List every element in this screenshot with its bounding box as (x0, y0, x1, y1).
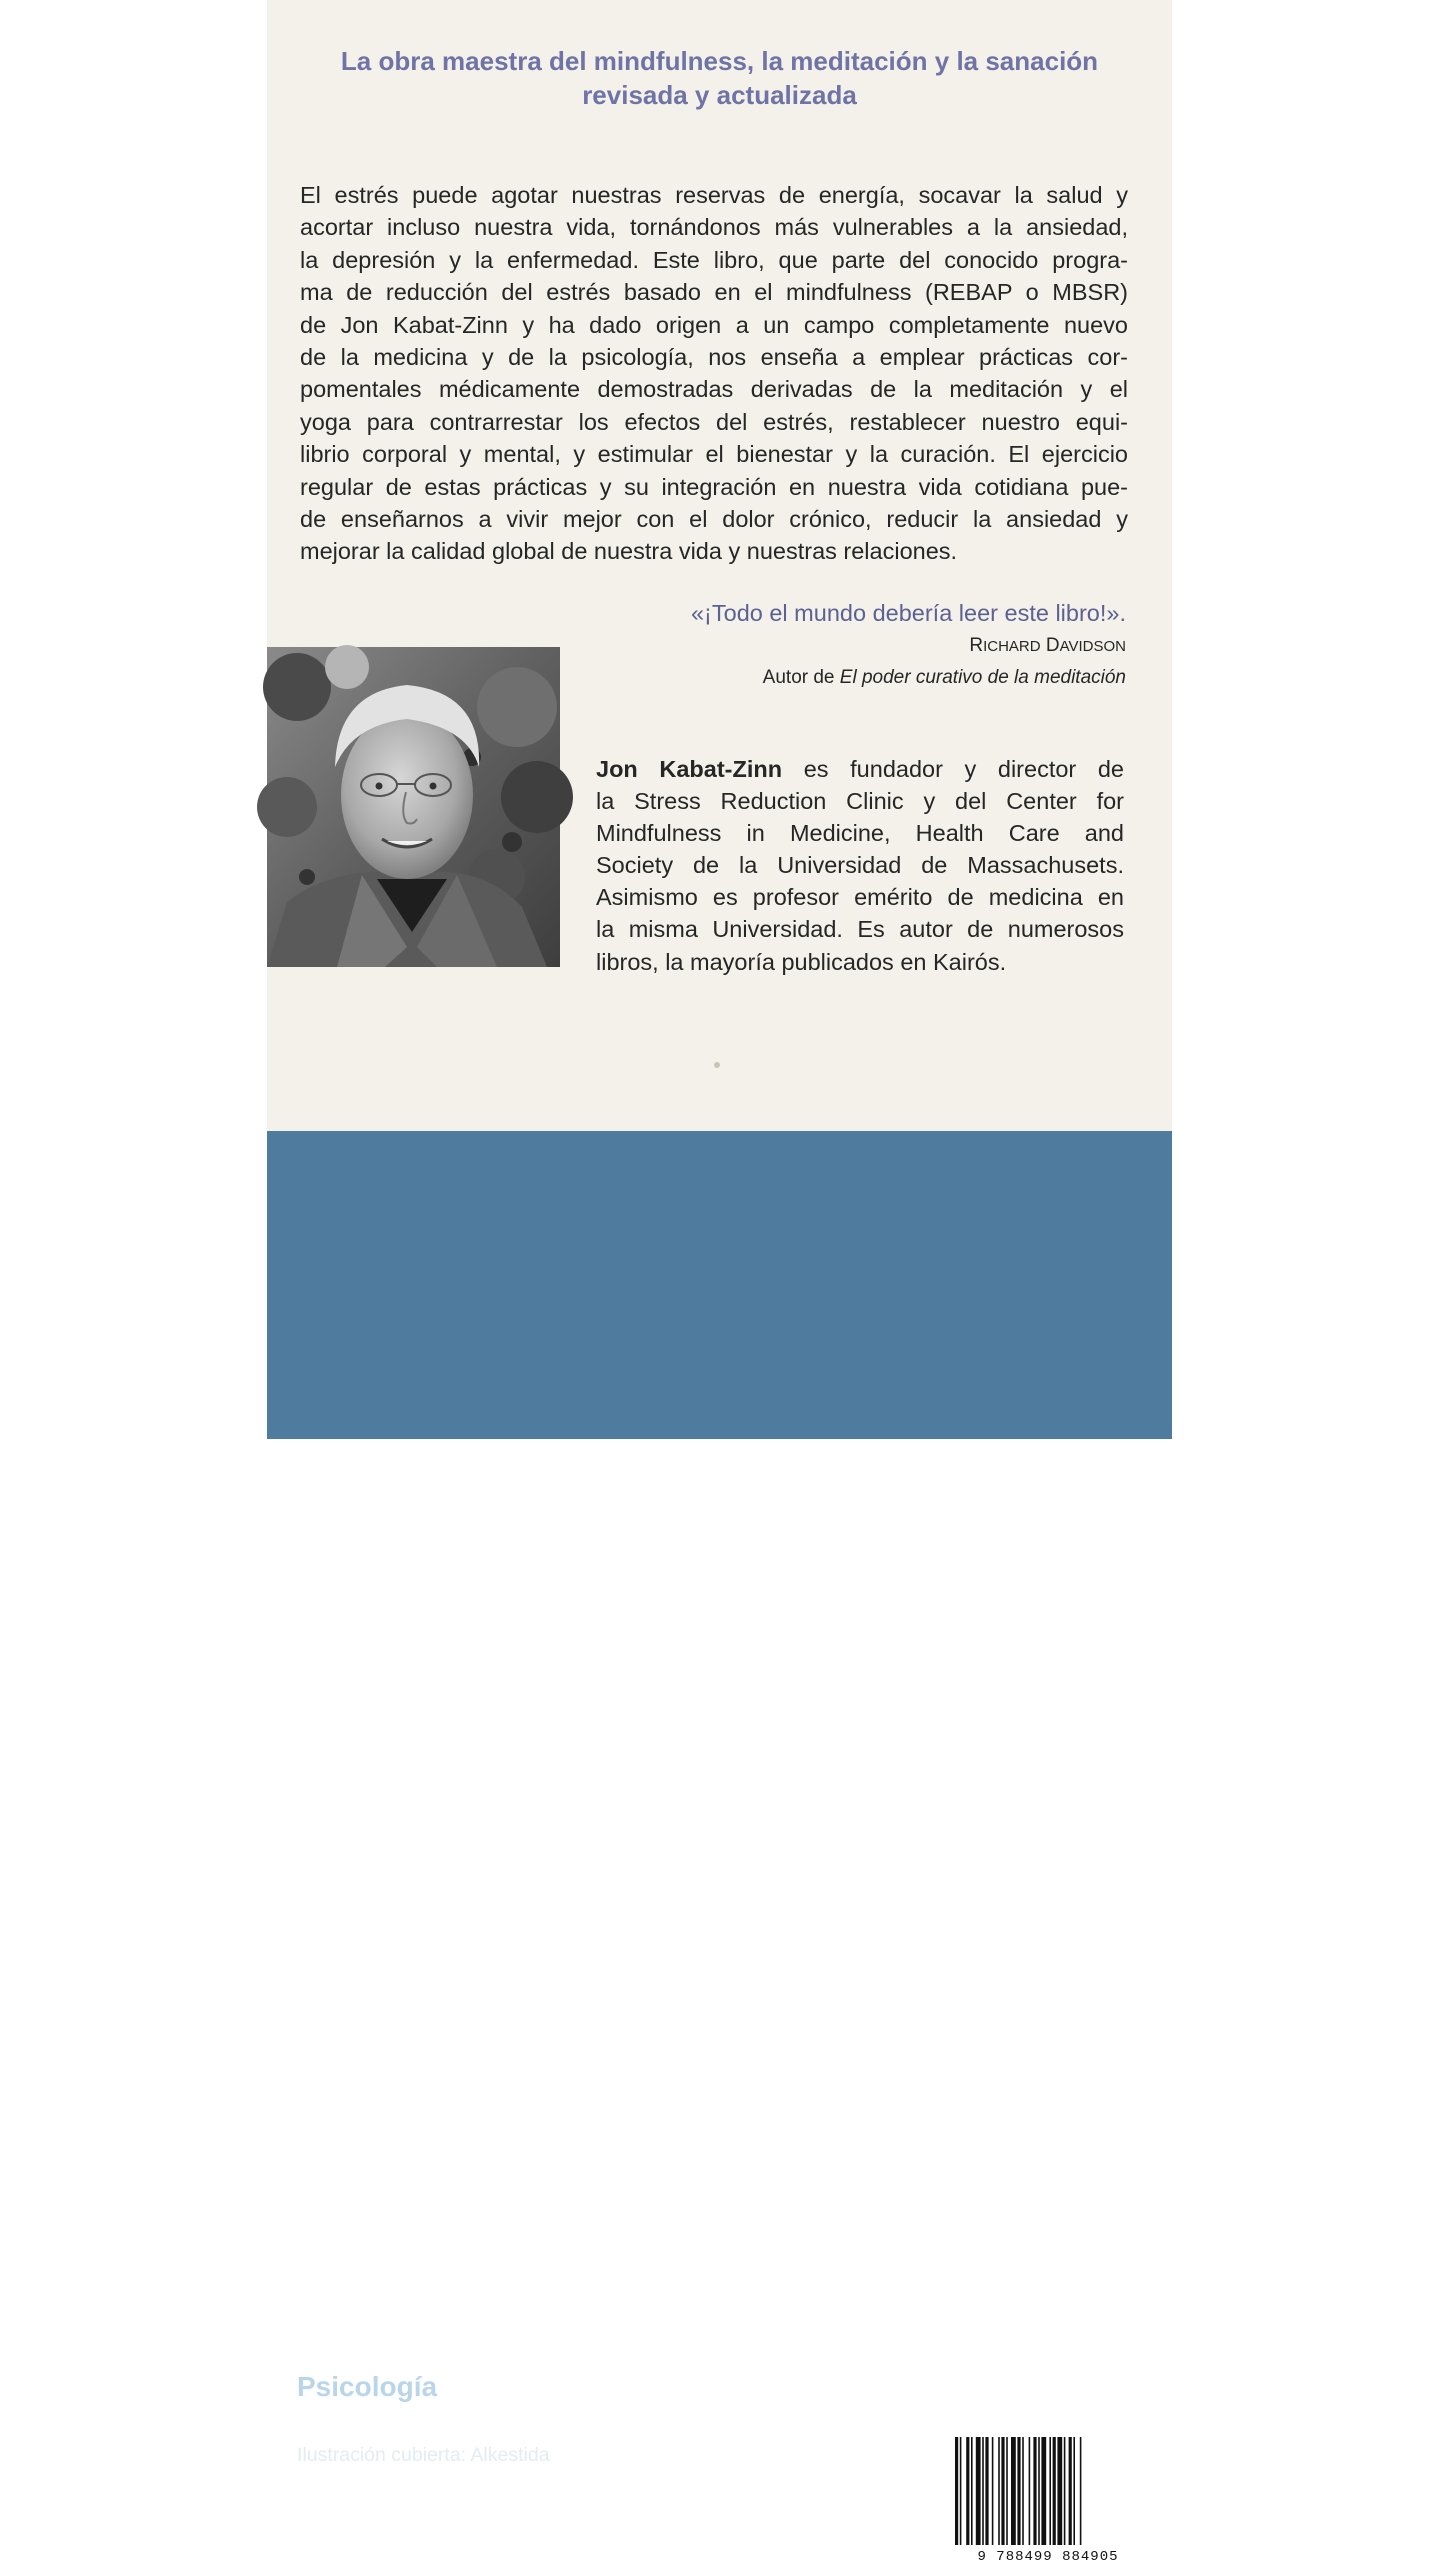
barcode (949, 2431, 1147, 2570)
publisher-links (297, 2507, 592, 2561)
barcode-bar (955, 2437, 958, 2545)
bio-line-1-rest: es fundador y director de (803, 756, 1124, 782)
blurb-line: regular de estas prácticas y su integración en nuestra vida cotidiana pue- (300, 473, 1128, 500)
author-bio (596, 753, 1124, 978)
footer-band (267, 1131, 1172, 2565)
decorative-dot (714, 1062, 720, 1068)
blurb-line: de la medicina y de la psicología, nos enseña a emplear prácticas cor- (300, 343, 1128, 370)
barcode-bar (998, 2437, 1000, 2545)
blurb-paragraph (300, 179, 1128, 568)
endorsement (691, 597, 1126, 692)
blurb-line: El estrés puede agotar nuestras reservas de energía, socavar la salud y (300, 182, 1128, 208)
cover-illustration-credit: Ilustración cubierta: Alkestida (297, 2444, 550, 2466)
bio-line: Society de la Universidad de Massachusets. (596, 852, 1124, 879)
blurb-line: ma de reducción del estrés basado en el mindfulness (REBAP o MBSR) (300, 279, 1128, 306)
book-back-cover (267, 0, 1172, 2565)
blurb-line: librio corporal y mental, y estimular el bienestar y la curación. El ejercicio (300, 441, 1128, 468)
barcode-bar (1001, 2437, 1004, 2545)
bio-line: libros, la mayoría publicados en Kairós. (596, 948, 1007, 975)
endorsement-book (691, 664, 1126, 692)
tagline-line-2: revisada y actualizada (582, 80, 857, 110)
blurb-line: mejorar la calidad global de nuestra vida y nuestras relaciones. (300, 538, 958, 565)
barcode-bar (1080, 2437, 1082, 2545)
barcode-bar (1057, 2437, 1062, 2545)
barcode-bar (1033, 2437, 1036, 2545)
barcode-bar (1041, 2437, 1046, 2545)
barcode-bar (1006, 2437, 1008, 2545)
barcode-bar (1069, 2437, 1072, 2545)
website-link[interactable]: www.editorialkairos.com (297, 2510, 509, 2530)
barcode-bar (976, 2437, 981, 2545)
isbn-number: 9 788499 884905 (977, 2549, 1119, 2565)
barcode-bar (1011, 2437, 1016, 2545)
blurb-line: de Jon Kabat-Zinn y ha dado origen a un campo completamente nuevo (300, 311, 1128, 338)
barcode-bar (1038, 2437, 1040, 2545)
barcode-bar (960, 2437, 962, 2545)
barcode-bar (1049, 2437, 1051, 2545)
bio-line (596, 753, 1124, 785)
author-initial-first: R (969, 635, 984, 656)
barcode-bar (1029, 2437, 1031, 2545)
blurb-line: pomentales médicamente demostradas derivadas de la meditación y el (300, 376, 1128, 403)
facebook-link[interactable]: www.facebook.com/editorialkairos (297, 2537, 593, 2557)
author-photo (267, 647, 560, 967)
tagline (267, 44, 1172, 112)
barcode-bar (1053, 2437, 1056, 2545)
barcode-bars (949, 2431, 1147, 2549)
tagline-line-1: La obra maestra del mindfulness, la meditación y la sanación (340, 46, 1099, 76)
author-portrait-image (267, 647, 560, 967)
category-label: Psicología (297, 2371, 438, 2402)
barcode-bar (1064, 2437, 1066, 2545)
barcode-bar (1017, 2437, 1020, 2545)
barcode-bar (1073, 2437, 1075, 2545)
barcode-bar (985, 2437, 988, 2545)
barcode-bar (982, 2437, 984, 2545)
bio-line: la misma Universidad. Es autor de numerosos (596, 916, 1124, 943)
barcode-bar (1022, 2437, 1024, 2545)
book-prefix: Autor de (762, 667, 835, 688)
book-title: El poder curativo de la meditación (839, 667, 1126, 688)
barcode-bar (992, 2437, 994, 2545)
blurb-line: acortar incluso nuestra vida, tornándonos más vulnerables a la ansiedad, (300, 214, 1128, 241)
author-name: Jon Kabat-Zinn (596, 756, 783, 782)
author-last-rest: AVIDSON (1059, 638, 1126, 655)
barcode-bar (966, 2437, 969, 2545)
author-initial-last: D (1045, 635, 1060, 656)
barcode-bar (971, 2437, 973, 2545)
author-first-rest: ICHARD (983, 638, 1041, 655)
blurb-line: de enseñarnos a vivir mejor con el dolor crónico, reducir la ansiedad y (300, 505, 1128, 532)
blurb-line: yoga para contrarrestar los efectos del estrés, restablecer nuestro equi- (300, 408, 1128, 435)
blurb-line: la depresión y la enfermedad. Este libro, que parte del conocido progra- (300, 246, 1128, 273)
bio-line: la Stress Reduction Clinic y del Center for (596, 788, 1124, 815)
endorsement-author (691, 632, 1126, 661)
endorsement-quote: «¡Todo el mundo debería leer este libro!». (690, 600, 1126, 626)
bio-line: Asimismo es profesor emérito de medicina en (596, 884, 1124, 911)
bio-line: Mindfulness in Medicine, Health Care and (596, 820, 1124, 847)
